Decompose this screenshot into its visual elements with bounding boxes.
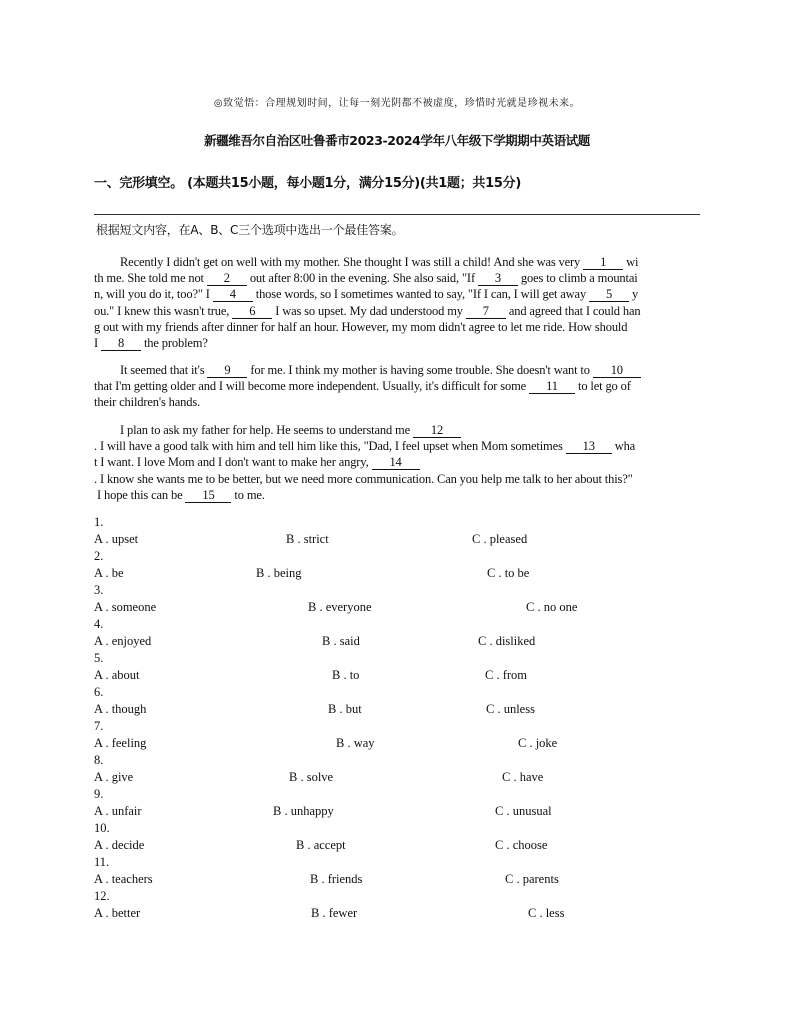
page-title: 新疆维吾尔自治区吐鲁番市2023-2024学年八年级下学期期中英语试题 (204, 133, 590, 148)
option-c[interactable]: C . from (485, 668, 528, 682)
blank-1: 1 (583, 255, 623, 270)
passage-paragraph-1: Recently I didn't get on well with my mother. She thought I was still a child! And she was very 1 wi th me. She told me not 2 out after 8:00 in the evening. She also said, "If 3 goes to climb a mountai n, will you do it, too?" I 4 those words, so I sometimes wanted to say, "If I can, I will get away 5 y ou." I knew this wasn't true, 6 I was so upset. My dad understood my 7 and agreed that I could han g out with my friends after dinner for half an hour. However, my mom didn't agree to let me ride. How should I 8 the problem? (94, 255, 641, 351)
question-11 (94, 855, 700, 889)
question-number: 4. (94, 617, 104, 631)
question-number: 9. (94, 787, 104, 801)
question-number: 3. (94, 583, 104, 597)
blank-10: 10 (593, 363, 641, 378)
option-c[interactable]: C . parents (505, 872, 559, 886)
option-b[interactable]: B . fewer (311, 906, 358, 920)
option-a[interactable]: A . be (94, 566, 124, 580)
option-c[interactable]: C . less (528, 906, 565, 920)
question-number: 11. (94, 855, 110, 869)
option-c[interactable]: C . unusual (495, 804, 552, 818)
option-a[interactable]: A . feeling (94, 736, 147, 750)
option-c[interactable]: C . to be (487, 566, 530, 580)
divider (94, 214, 700, 215)
option-b[interactable]: B . friends (310, 872, 363, 886)
option-a[interactable]: A . decide (94, 838, 145, 852)
option-c[interactable]: C . unless (486, 702, 535, 716)
option-b[interactable]: B . unhappy (273, 804, 334, 818)
question-number: 8. (94, 753, 104, 767)
blank-6: 6 (232, 304, 272, 319)
option-a[interactable]: A . give (94, 770, 134, 784)
option-c[interactable]: C . choose (495, 838, 548, 852)
blank-8: 8 (101, 336, 141, 351)
option-a[interactable]: A . someone (94, 600, 157, 614)
question-list (94, 515, 700, 923)
option-a[interactable]: A . upset (94, 532, 139, 546)
option-b[interactable]: B . being (256, 566, 302, 580)
question-8 (94, 753, 700, 787)
passage-paragraph-2: It seemed that it's 9 for me. I think my mother is having some trouble. She doesn't want to 10 that I'm getting older and I will become more independent. Usually, it's difficult for some 11 to let go of their children's hands. (94, 362, 700, 411)
option-b[interactable]: B . everyone (308, 600, 372, 614)
question-number: 10. (94, 821, 110, 835)
blank-2: 2 (207, 271, 247, 286)
question-5 (94, 651, 700, 685)
option-c[interactable]: C . have (502, 770, 544, 784)
question-number: 7. (94, 719, 104, 733)
question-4 (94, 617, 700, 651)
option-c[interactable]: C . disliked (478, 634, 536, 648)
option-c[interactable]: C . no one (526, 600, 578, 614)
question-number: 12. (94, 889, 110, 903)
option-a[interactable]: A . enjoyed (94, 634, 152, 648)
option-c[interactable]: C . joke (518, 736, 558, 750)
option-b[interactable]: B . accept (296, 838, 346, 852)
blank-13: 13 (566, 439, 612, 454)
option-a[interactable]: A . better (94, 906, 141, 920)
option-b[interactable]: B . solve (289, 770, 334, 784)
question-number: 1. (94, 515, 104, 529)
blank-9: 9 (207, 363, 247, 378)
option-c[interactable]: C . pleased (472, 532, 528, 546)
option-b[interactable]: B . said (322, 634, 360, 648)
blank-12: 12 (413, 423, 461, 438)
question-9 (94, 787, 700, 821)
option-a[interactable]: A . teachers (94, 872, 153, 886)
passage-paragraph-3: I plan to ask my father for help. He seems to understand me 12 . I will have a good talk with him and tell him like this, "Dad, I feel upset when Mom sometimes 13 wha t I want. I love Mom and I don't want to make her angry, 14 . I know she wants me to be better, but we need more communication. Can you help me talk to her about this?" I hope this can be 15 to me. (94, 423, 636, 502)
section-heading: 一、完形填空。 (本题共15小题，每小题1分，满分15分)(共1题；共15分) (94, 176, 521, 191)
question-10 (94, 821, 700, 855)
blank-11: 11 (529, 379, 575, 394)
blank-15: 15 (185, 488, 231, 503)
option-a[interactable]: A . though (94, 702, 147, 716)
question-number: 5. (94, 651, 104, 665)
blank-7: 7 (466, 304, 506, 319)
question-7 (94, 719, 700, 753)
question-number: 6. (94, 685, 104, 699)
question-12 (94, 889, 700, 923)
instruction: 根据短文内容，在A、B、C三个选项中选出一个最佳答案。 (96, 223, 404, 237)
option-b[interactable]: B . strict (286, 532, 329, 546)
blank-5: 5 (589, 287, 629, 302)
question-6 (94, 685, 700, 719)
motto: ◎致觉悟：合理规划时间，让每一刻光阴都不被虚度，珍惜时光就是珍视未来。 (213, 98, 581, 109)
question-number: 2. (94, 549, 104, 563)
option-a[interactable]: A . about (94, 668, 140, 682)
question-1 (94, 515, 700, 549)
question-3 (94, 583, 700, 617)
blank-4: 4 (213, 287, 253, 302)
blank-3: 3 (478, 271, 518, 286)
option-b[interactable]: B . way (336, 736, 375, 750)
option-a[interactable]: A . unfair (94, 804, 142, 818)
blank-14: 14 (372, 455, 420, 470)
option-b[interactable]: B . but (328, 702, 362, 716)
question-2 (94, 549, 700, 583)
option-b[interactable]: B . to (332, 668, 360, 682)
